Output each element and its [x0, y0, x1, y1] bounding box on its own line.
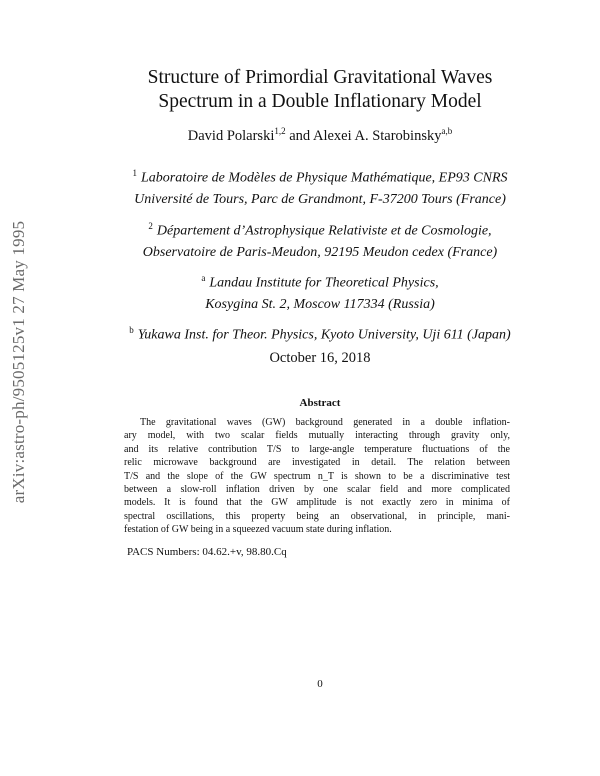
abstract-line: and its relative contribution T/S to large-angle temperature fluctuations of the: [124, 443, 510, 455]
paper-date: October 16, 2018: [269, 350, 371, 366]
abstract-line: models. It is found that the GW amplitude is not exactly zero in minima of: [124, 497, 510, 509]
affiliation-line: Laboratoire de Modèles de Physique Mathématique, EP93 CNRS: [140, 170, 508, 186]
abstract-body: [124, 416, 510, 537]
title-line-2: Spectrum in a Double Inflationary Model: [158, 91, 482, 112]
abstract-line: The gravitational waves (GW) background generated in a double inflation-: [140, 417, 510, 428]
affiliation-a: [100, 268, 540, 315]
affiliation-line: Université de Tours, Parc de Grandmont, F-37200 Tours (France): [134, 191, 506, 207]
paper-title: [100, 66, 540, 114]
affiliation-1: [100, 163, 540, 210]
abstract-line: T/S and the slope of the GW spectrum n_T is shown to be a discriminative test: [124, 470, 510, 482]
affiliation-line: Observatoire de Paris-Meudon, 92195 Meudon cedex (France): [142, 244, 498, 260]
author-list: [100, 126, 540, 145]
affiliation-line: Département d’Astrophysique Relativiste et de Cosmologie,: [156, 223, 492, 239]
title-line-1: Structure of Primordial Gravitational Waves: [147, 67, 493, 88]
arxiv-identifier: arXiv:astro-ph/9505125v1 27 May 1995: [9, 220, 29, 504]
author-name: Alexei A. Starobinsky: [313, 127, 442, 144]
affiliation-mark: 1: [132, 168, 137, 178]
author-join: and: [285, 127, 313, 144]
affiliation-line: Yukawa Inst. for Theor. Physics, Kyoto University, Uji 611 (Japan): [137, 327, 511, 343]
pacs-numbers: PACS Numbers: 04.62.+v, 98.80.Cq: [127, 546, 287, 558]
page-number: 0: [317, 678, 323, 690]
affiliation-line: Landau Institute for Theoretical Physics,: [209, 275, 439, 291]
affiliation-mark: 2: [148, 221, 153, 231]
affiliation-b: [100, 320, 540, 346]
abstract-line: relic microwave background are investigated in detail. The relation between: [124, 457, 510, 469]
abstract-line: festation of GW being in a squeezed vacuum state during inflation.: [124, 524, 392, 536]
abstract-line: between a slow-roll inflation driven by one scalar field and more complicated: [124, 484, 510, 496]
affiliation-mark: b: [129, 325, 134, 335]
author-affiliation-marks: 1,2: [274, 126, 286, 136]
author-name: David Polarski: [187, 127, 275, 144]
affiliation-line: Kosygina St. 2, Moscow 117334 (Russia): [205, 296, 435, 312]
arxiv-sidebar-stamp: [4, 192, 34, 532]
affiliation-mark: a: [201, 273, 206, 283]
affiliation-2: [100, 216, 540, 263]
abstract-line: spectral oscillations, this property being an observational, in principle, mani-: [124, 510, 510, 522]
abstract-line: ary model, with two scalar fields mutually interacting through gravity only,: [124, 430, 510, 442]
author-affiliation-marks: a,b: [441, 126, 453, 136]
abstract-heading: Abstract: [299, 397, 341, 409]
